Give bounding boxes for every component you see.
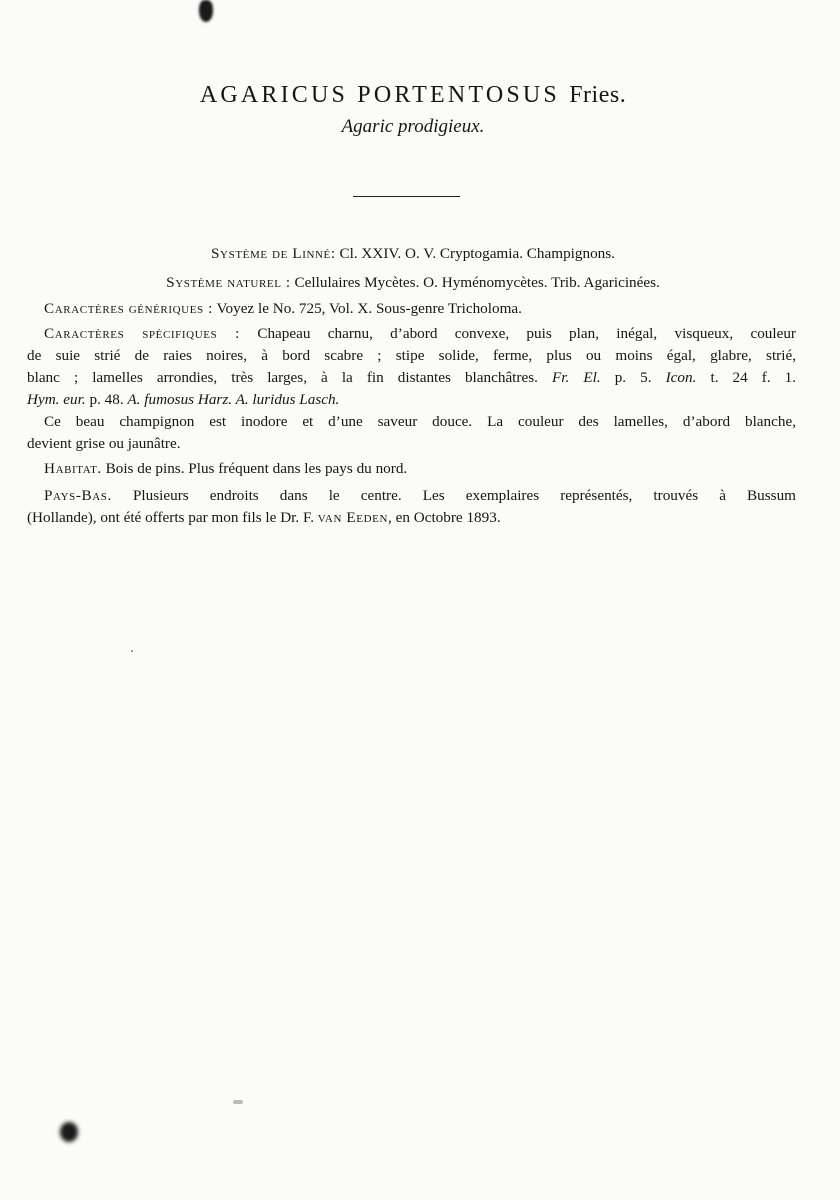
description-line-2: devient grise ou jaunâtre.: [27, 435, 181, 452]
specific-characters-line-2: de suie strié de raies noires, à bord scabre ; stipe solide, ferme, plus ou moins égal, glabre, strié,: [27, 347, 796, 364]
reference-icon: Icon.: [665, 369, 697, 386]
linne-system-label: Système de Linné:: [211, 245, 336, 262]
paysbas-line-2: (Hollande), ont été offerts par mon fils le Dr. F. van Eeden, en Octobre 1893.: [27, 509, 501, 526]
natural-system-line: [0, 274, 826, 292]
paysbas-line-1: [44, 487, 796, 505]
ink-speck: [233, 1100, 243, 1104]
synonyms: A. fumosus Harz. A. luridus Lasch.: [127, 391, 340, 408]
common-name: Agaric prodigieux.: [341, 116, 485, 137]
linne-system-line: [0, 245, 826, 263]
specific-characters-line-4: Hym. eur. p. 48. A. fumosus Harz. A. luridus Lasch.: [27, 391, 340, 408]
habitat-text: Bois de pins. Plus fréquent dans les pays du nord.: [105, 460, 408, 477]
author-name: van Eeden: [317, 509, 389, 526]
natural-system-text: Cellulaires Mycètes. O. Hyménomycètes. Trib. Agaricinées.: [294, 274, 660, 291]
description-line-1: Ce beau champignon est inodore et d’une saveur douce. La couleur des lamelles, d’abord blanche,: [44, 413, 796, 430]
title-divider: [353, 196, 460, 197]
specific-characters-line-3: blanc ; lamelles arrondies, très larges, à la fin distantes blanchâtres. Fr. El. p. 5. Icon. t. 24 f. 1.: [27, 369, 797, 386]
reference-hym-eur: Hym. eur.: [27, 391, 86, 408]
habitat-line: [44, 460, 407, 478]
species-title: [0, 82, 826, 109]
specific-characters-label: Caractères spécifiques :: [44, 325, 240, 342]
species-name: AGARICUS PORTENTOSUS: [199, 82, 560, 108]
generic-characters-label: Caractères génériques :: [44, 300, 213, 317]
habitat-label: Habitat.: [44, 460, 102, 477]
ink-speck: [60, 1122, 78, 1142]
natural-system-label: Système naturel :: [166, 274, 291, 291]
generic-characters-line: [44, 300, 522, 318]
ink-speck: [199, 0, 213, 22]
species-author: Fries.: [569, 82, 627, 108]
specific-characters-text: Chapeau charnu, d’abord convexe, puis plan, inégal, visqueux, couleur: [257, 325, 796, 342]
linne-system-text: Cl. XXIV. O. V. Cryptogamia. Champignons.: [339, 245, 615, 262]
generic-characters-text: Voyez le No. 725, Vol. X. Sous-genre Tricholoma.: [216, 300, 522, 317]
specific-characters-line-1: [44, 325, 796, 343]
paysbas-text: Plusieurs endroits dans le centre. Les exemplaires représentés, trouvés à Bussum: [132, 487, 796, 504]
ink-speck: [131, 650, 133, 652]
reference-fr-el: Fr. El.: [551, 369, 601, 386]
paysbas-label: Pays-Bas.: [44, 487, 112, 504]
